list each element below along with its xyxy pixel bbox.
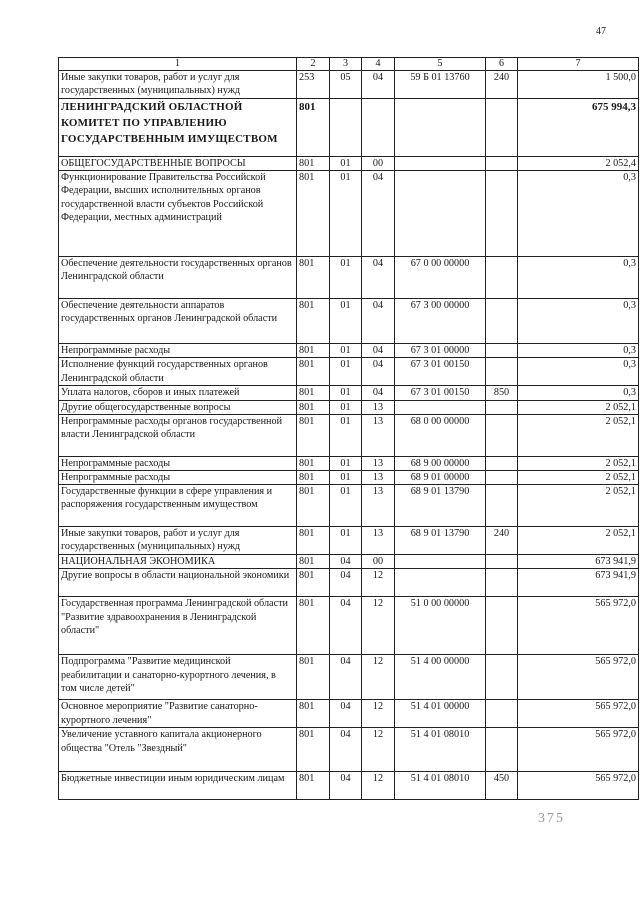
row-amount: 565 972,0 — [518, 728, 639, 772]
row-expense-type — [486, 400, 518, 414]
row-name: Непрограммные расходы органов государственной власти Ленинградской области — [59, 414, 297, 456]
row-section: 04 — [330, 597, 362, 655]
row-code: 253 — [297, 71, 330, 99]
row-code: 801 — [297, 400, 330, 414]
row-subsection: 12 — [362, 569, 395, 597]
row-section: 04 — [330, 700, 362, 728]
row-amount: 0,3 — [518, 257, 639, 299]
row-code: 801 — [297, 299, 330, 344]
row-expense-type — [486, 99, 518, 157]
row-subsection: 04 — [362, 257, 395, 299]
row-expense-type — [486, 597, 518, 655]
table-row — [59, 344, 639, 358]
row-name: ЛЕНИНГРАДСКИЙ ОБЛАСТНОЙ КОМИТЕТ ПО УПРАВЛЕНИЮ ГОСУДАРСТВЕННЫМ ИМУЩЕСТВОМ — [59, 99, 297, 157]
column-number: 7 — [518, 58, 639, 71]
row-expense-type — [486, 485, 518, 527]
row-code: 801 — [297, 471, 330, 485]
row-subsection: 12 — [362, 655, 395, 700]
row-code: 801 — [297, 728, 330, 772]
row-subsection: 12 — [362, 728, 395, 772]
row-expense-type: 240 — [486, 71, 518, 99]
row-name: Бюджетные инвестиции иным юридическим лицам — [59, 772, 297, 800]
row-amount: 673 941,9 — [518, 569, 639, 597]
row-code: 801 — [297, 485, 330, 527]
row-amount: 0,3 — [518, 344, 639, 358]
row-expense-type — [486, 257, 518, 299]
row-target-code — [395, 157, 486, 171]
column-number: 6 — [486, 58, 518, 71]
table-row — [59, 555, 639, 569]
table-row — [59, 485, 639, 527]
table-header-row — [59, 58, 639, 71]
row-code: 801 — [297, 569, 330, 597]
row-amount: 1 500,0 — [518, 71, 639, 99]
row-target-code: 67 3 01 00150 — [395, 386, 486, 400]
row-expense-type — [486, 569, 518, 597]
table-row — [59, 400, 639, 414]
row-code: 801 — [297, 700, 330, 728]
row-name: Непрограммные расходы — [59, 471, 297, 485]
row-amount: 0,3 — [518, 171, 639, 257]
table-row — [59, 299, 639, 344]
row-expense-type — [486, 655, 518, 700]
row-section: 01 — [330, 299, 362, 344]
column-number: 5 — [395, 58, 486, 71]
table-row — [59, 358, 639, 386]
row-target-code — [395, 569, 486, 597]
row-target-code: 68 9 01 13790 — [395, 485, 486, 527]
table-row — [59, 655, 639, 700]
row-subsection: 13 — [362, 471, 395, 485]
row-name: Государственная программа Ленинградской области "Развитие здравоохранения в Ленинградской области" — [59, 597, 297, 655]
row-name: Непрограммные расходы — [59, 456, 297, 470]
row-subsection: 13 — [362, 527, 395, 555]
row-target-code: 68 9 01 13790 — [395, 527, 486, 555]
row-name: НАЦИОНАЛЬНАЯ ЭКОНОМИКА — [59, 555, 297, 569]
row-subsection: 12 — [362, 597, 395, 655]
row-section: 04 — [330, 772, 362, 800]
row-target-code: 51 0 00 00000 — [395, 597, 486, 655]
row-subsection: 04 — [362, 344, 395, 358]
row-subsection: 13 — [362, 456, 395, 470]
row-code: 801 — [297, 358, 330, 386]
row-name: Государственные функции в сфере управления и распоряжения государственным имуществом — [59, 485, 297, 527]
row-section: 01 — [330, 386, 362, 400]
row-section: 04 — [330, 655, 362, 700]
row-amount: 675 994,3 — [518, 99, 639, 157]
row-section: 01 — [330, 157, 362, 171]
row-target-code: 67 3 01 00000 — [395, 344, 486, 358]
table-row — [59, 569, 639, 597]
row-target-code — [395, 400, 486, 414]
row-amount: 565 972,0 — [518, 772, 639, 800]
row-code: 801 — [297, 99, 330, 157]
row-name: Другие вопросы в области национальной экономики — [59, 569, 297, 597]
row-target-code — [395, 99, 486, 157]
row-target-code: 67 3 00 00000 — [395, 299, 486, 344]
row-section: 01 — [330, 527, 362, 555]
row-name: Исполнение функций государственных органов Ленинградской области — [59, 358, 297, 386]
row-expense-type — [486, 171, 518, 257]
row-expense-type — [486, 157, 518, 171]
row-amount: 2 052,1 — [518, 414, 639, 456]
row-section: 01 — [330, 471, 362, 485]
row-subsection: 00 — [362, 157, 395, 171]
row-section: 04 — [330, 569, 362, 597]
row-section: 01 — [330, 257, 362, 299]
row-subsection: 04 — [362, 358, 395, 386]
table-row — [59, 772, 639, 800]
row-section — [330, 99, 362, 157]
row-amount: 565 972,0 — [518, 655, 639, 700]
row-name: Обеспечение деятельности государственных органов Ленинградской области — [59, 257, 297, 299]
row-code: 801 — [297, 344, 330, 358]
row-target-code: 51 4 01 08010 — [395, 728, 486, 772]
row-name: Увеличение уставного капитала акционерного общества "Отель "Звездный" — [59, 728, 297, 772]
row-section: 01 — [330, 358, 362, 386]
row-expense-type: 850 — [486, 386, 518, 400]
row-amount: 2 052,1 — [518, 400, 639, 414]
column-number: 3 — [330, 58, 362, 71]
table-row — [59, 471, 639, 485]
row-target-code: 68 0 00 00000 — [395, 414, 486, 456]
table-row — [59, 386, 639, 400]
row-subsection: 04 — [362, 299, 395, 344]
row-target-code: 59 Б 01 13760 — [395, 71, 486, 99]
row-section: 05 — [330, 71, 362, 99]
row-amount: 565 972,0 — [518, 700, 639, 728]
row-expense-type: 240 — [486, 527, 518, 555]
row-target-code: 51 4 01 08010 — [395, 772, 486, 800]
table-row — [59, 414, 639, 456]
table-row — [59, 728, 639, 772]
row-expense-type — [486, 728, 518, 772]
row-expense-type — [486, 471, 518, 485]
row-section: 04 — [330, 728, 362, 772]
row-code: 801 — [297, 257, 330, 299]
row-amount: 673 941,9 — [518, 555, 639, 569]
row-code: 801 — [297, 456, 330, 470]
row-target-code: 67 3 01 00150 — [395, 358, 486, 386]
row-target-code — [395, 555, 486, 569]
row-expense-type — [486, 414, 518, 456]
row-code: 801 — [297, 157, 330, 171]
row-section: 01 — [330, 414, 362, 456]
row-code: 801 — [297, 414, 330, 456]
row-code: 801 — [297, 386, 330, 400]
row-section: 01 — [330, 344, 362, 358]
row-expense-type — [486, 344, 518, 358]
table-row — [59, 700, 639, 728]
row-amount: 0,3 — [518, 386, 639, 400]
row-expense-type — [486, 299, 518, 344]
row-target-code: 67 0 00 00000 — [395, 257, 486, 299]
row-amount: 2 052,1 — [518, 527, 639, 555]
row-name: Уплата налогов, сборов и иных платежей — [59, 386, 297, 400]
budget-table — [58, 57, 639, 800]
row-name: Непрограммные расходы — [59, 344, 297, 358]
table-row — [59, 171, 639, 257]
row-subsection: 12 — [362, 772, 395, 800]
row-section: 01 — [330, 171, 362, 257]
row-expense-type: 450 — [486, 772, 518, 800]
row-code: 801 — [297, 772, 330, 800]
row-name: Иные закупки товаров, работ и услуг для государственных (муниципальных) нужд — [59, 527, 297, 555]
row-amount: 2 052,1 — [518, 471, 639, 485]
row-code: 801 — [297, 655, 330, 700]
column-number: 4 — [362, 58, 395, 71]
table-row — [59, 597, 639, 655]
row-amount: 2 052,1 — [518, 456, 639, 470]
row-amount: 0,3 — [518, 358, 639, 386]
row-code: 801 — [297, 555, 330, 569]
row-subsection: 12 — [362, 700, 395, 728]
table-row — [59, 157, 639, 171]
row-section: 01 — [330, 485, 362, 527]
row-subsection: 00 — [362, 555, 395, 569]
row-name: Другие общегосударственные вопросы — [59, 400, 297, 414]
row-subsection: 04 — [362, 71, 395, 99]
row-section: 01 — [330, 456, 362, 470]
column-number: 2 — [297, 58, 330, 71]
row-name: Иные закупки товаров, работ и услуг для государственных (муниципальных) нужд — [59, 71, 297, 99]
row-code: 801 — [297, 527, 330, 555]
row-subsection: 13 — [362, 414, 395, 456]
row-expense-type — [486, 358, 518, 386]
table-row — [59, 257, 639, 299]
table-row — [59, 99, 639, 157]
row-code: 801 — [297, 597, 330, 655]
row-expense-type — [486, 456, 518, 470]
row-name: Основное мероприятие "Развитие санаторно-курортного лечения" — [59, 700, 297, 728]
row-target-code: 51 4 01 00000 — [395, 700, 486, 728]
row-amount: 565 972,0 — [518, 597, 639, 655]
row-subsection: 04 — [362, 171, 395, 257]
table-row — [59, 527, 639, 555]
row-name: Обеспечение деятельности аппаратов государственных органов Ленинградской области — [59, 299, 297, 344]
table-row — [59, 456, 639, 470]
page-number: 47 — [596, 26, 606, 37]
row-subsection: 04 — [362, 386, 395, 400]
row-section: 01 — [330, 400, 362, 414]
table-row — [59, 71, 639, 99]
row-amount: 2 052,1 — [518, 485, 639, 527]
row-section: 04 — [330, 555, 362, 569]
row-name: Подпрограмма "Развитие медицинской реабилитации и санаторно-курортного лечения, в том числе детей" — [59, 655, 297, 700]
row-target-code: 68 9 01 00000 — [395, 471, 486, 485]
row-name: ОБЩЕГОСУДАРСТВЕННЫЕ ВОПРОСЫ — [59, 157, 297, 171]
handwritten-page-stamp: 375 — [538, 811, 565, 826]
row-amount: 2 052,4 — [518, 157, 639, 171]
row-code: 801 — [297, 171, 330, 257]
row-amount: 0,3 — [518, 299, 639, 344]
row-target-code: 68 9 00 00000 — [395, 456, 486, 470]
row-subsection: 13 — [362, 400, 395, 414]
row-expense-type — [486, 555, 518, 569]
row-target-code: 51 4 00 00000 — [395, 655, 486, 700]
row-target-code — [395, 171, 486, 257]
row-subsection — [362, 99, 395, 157]
row-name: Функционирование Правительства Российской Федерации, высших исполнительных органов государственной власти субъектов Российской Федерации, местных администраций — [59, 171, 297, 257]
row-subsection: 13 — [362, 485, 395, 527]
column-number: 1 — [59, 58, 297, 71]
row-expense-type — [486, 700, 518, 728]
